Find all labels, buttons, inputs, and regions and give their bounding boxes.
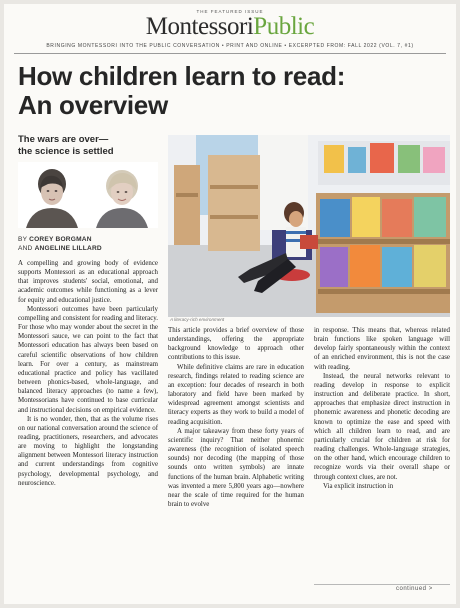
masthead-kicker: THE FEATURED ISSUE — [196, 9, 264, 14]
author-portrait-lillard — [96, 170, 148, 228]
continued-link[interactable]: continued > — [396, 586, 433, 592]
paragraph: A major takeaway from these forty years of scientific inquiry? That neither phonemic awareness (the recognition of isolated speech sounds) nor decoding (the mapping of those sounds onto written symbols) are innate functions of the human brain. Alphabetic writing was invented a mere 5,800 years ago—nowhere near the scale of time required for the human brain to evolve — [168, 427, 304, 508]
paragraph: in response. This means that, whereas related brain functions like spoken language will develop fairly spontaneously within the context of an enriched environment, this is not the case with reading. — [314, 327, 450, 371]
text-column-1 — [18, 259, 158, 488]
text-column-3 — [314, 326, 450, 491]
author-portrait-borgman — [26, 169, 78, 228]
subhead-line-2: the science is settled — [18, 145, 114, 157]
title-line-2: An overview — [18, 90, 168, 120]
author-name-1: COREY BORGMAN — [29, 236, 92, 243]
masthead-logo — [4, 12, 456, 42]
article-byline — [18, 235, 158, 253]
text-column-2 — [168, 326, 304, 509]
classroom-photo — [168, 135, 450, 317]
masthead-divider — [14, 53, 446, 54]
magazine-page — [4, 4, 456, 604]
author-name-2: ANGELINE LILLARD — [34, 245, 102, 252]
article-subhead — [18, 134, 158, 157]
paragraph: This article provides a brief overview of those understandings, offering the appropriate background knowledge to approach other contributions to this issue. — [168, 327, 304, 362]
byline-prefix: BY — [18, 236, 28, 243]
article-title — [18, 62, 448, 120]
author-portraits — [18, 162, 158, 228]
paragraph: Instead, the neural networks relevant to reading develop in response to explicit instruction and deliberate practice. In short, approaches that emphasize direct instruction in phonemic awareness and phonetic decoding are known to optimize the ease and speed with which all children learn to read, and are particularly crucial for children at risk for reading challenges. Whole-language strategies, on the other hand, which encourage children to recognize words via their overall shape or through context clues, are not. — [314, 372, 450, 481]
paragraph: A compelling and growing body of evidence supports Montessori as an educational approach that improves students' social, emotional, and academic outcomes while functioning as a lever for equity and educational justice. — [18, 260, 158, 304]
masthead-tagline: BRINGING MONTESSORI INTO THE PUBLIC CONVERSATION • PRINT AND ONLINE • EXCERPTED FROM: FALL 2022 (VOL. 7, #1) — [46, 43, 414, 49]
logo-accent: Public — [253, 13, 315, 40]
paragraph: It is no wonder, then, that as the volume rises on our national conversation around the science of reading, practitioners, researchers, and advocates are moving to highlight the longstanding alignment between Montessori literacy instruction and current understandings from cognitive psychology, developmental psychology, and neuroscience. — [18, 415, 158, 487]
paragraph: While definitive claims are rare in education research, findings related to reading science are an exception: four decades of research in both laboratory and field have been marked by widespread agreement amongst scientists and literacy experts as they work to build a model of reading acquisition. — [168, 363, 304, 426]
byline-and: AND — [18, 245, 33, 252]
continued-divider — [314, 584, 450, 585]
paragraph: Montessori outcomes have been particularly compelling and consistent for reading and literacy. For those who may wonder about the secret in the Montessori sauce, we can point to the fact that Montessori education has always been based on careful scientific observations of how children learn. For over a century, as mainstream educational practice and policy has vacillated between phonics-based, whole-language, and balanced literacy approaches (to name a few), Montessorians have continued to base curricular and instructional decisions on empirical evidence. — [18, 305, 158, 414]
title-line-1: How children learn to read: — [18, 61, 346, 91]
paragraph: Via explicit instruction in — [323, 482, 394, 490]
logo-main: Montessori — [145, 13, 254, 40]
subhead-line-1: The wars are over— — [18, 134, 109, 145]
photo-caption: A literacy-rich environment — [170, 317, 225, 322]
